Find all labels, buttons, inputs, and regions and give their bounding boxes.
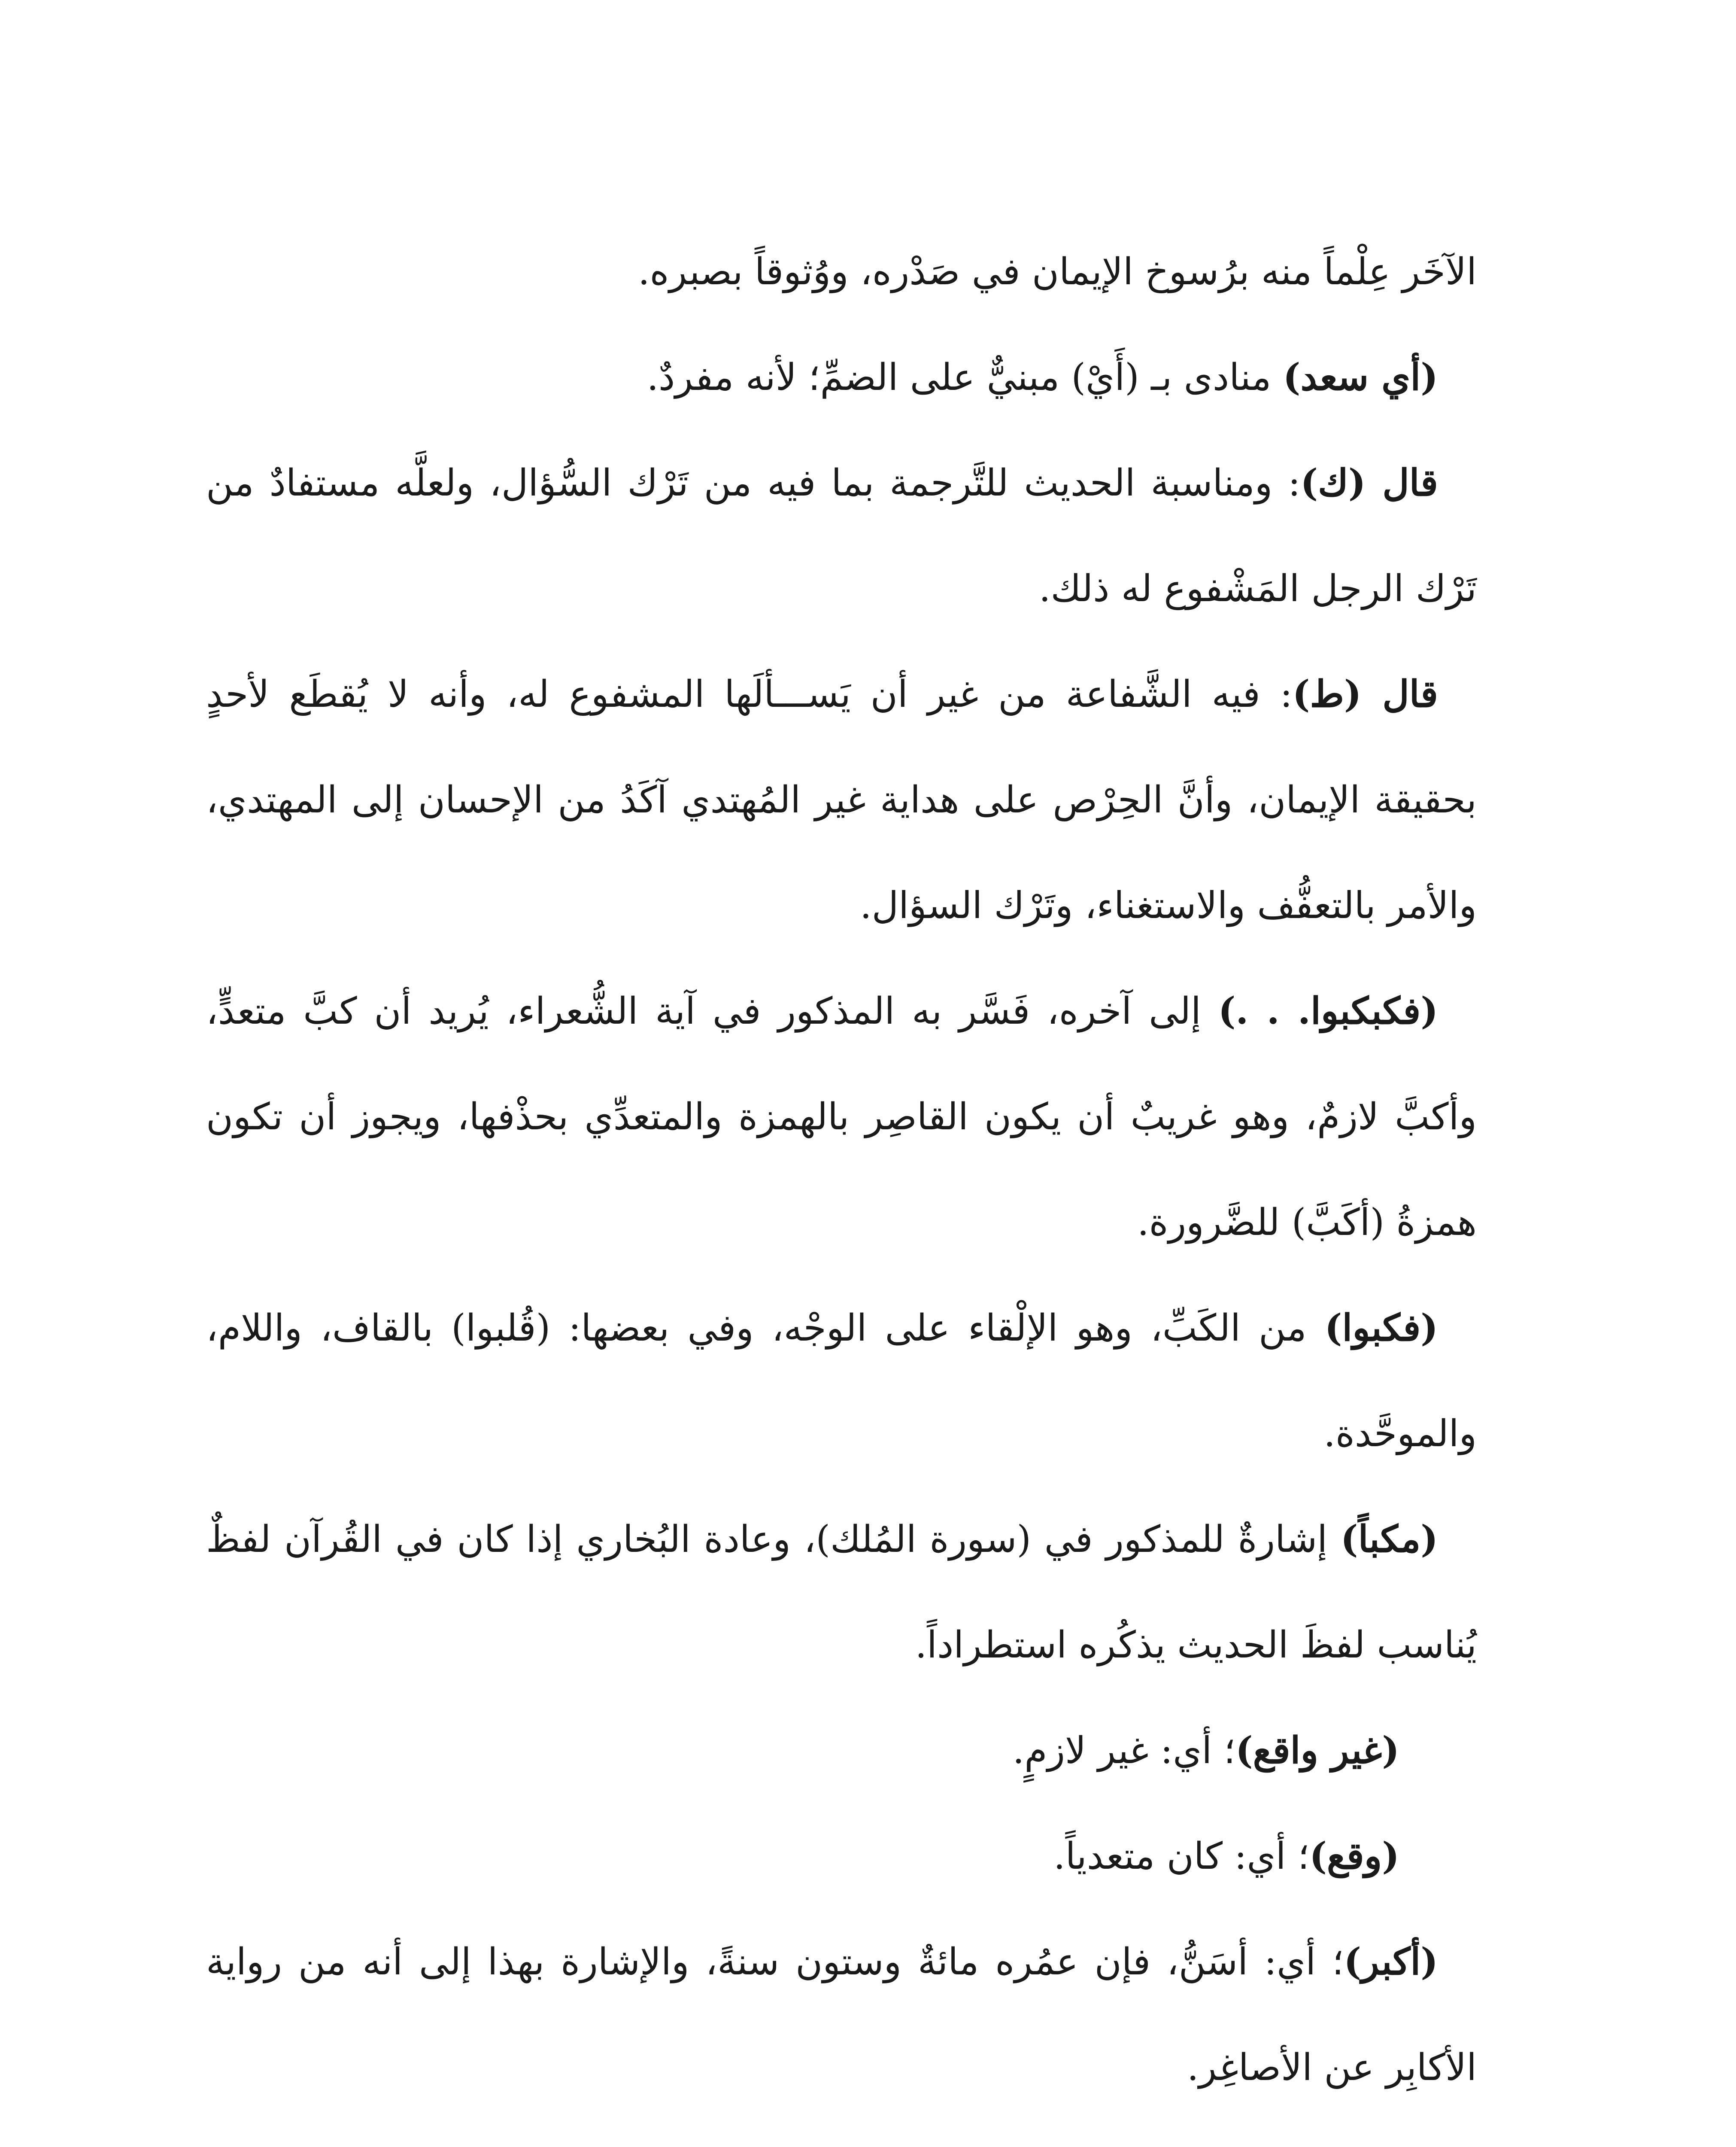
paragraph-9 bbox=[206, 1803, 1477, 1909]
paragraph-5-text: إلى آخره، فَسَّر به المذكور في آية الشُّعراء، يُريد أن كبَّ متعدٍّ، وأكبَّ لازمٌ، وهو غريبٌ أن يكون القاصِر بالهمزة والمتعدِّي بحذْفها، ويجوز أن تكون همزةُ (أكَبَّ) للضَّرورة. bbox=[206, 990, 1477, 1244]
paragraph-4 bbox=[206, 642, 1477, 958]
paragraph-9-lead: (وقع) bbox=[1309, 1834, 1399, 1878]
paragraph-8-lead: (غير واقع) bbox=[1235, 1729, 1399, 1772]
paragraph-8 bbox=[206, 1698, 1477, 1803]
paragraph-4-text: : فيه الشَّفاعة من غير أن يَســـألَها المشفوع له، وأنه لا يُقطَع لأحدٍ بحقيقة الإيمان، وأنَّ الحِرْص على هداية غير المُهتدي آكَدُ من الإحسان إلى المهتدي، والأمر بالتعفُّف والاستغناء، وتَرْك السؤال. bbox=[206, 673, 1477, 927]
paragraph-3-lead: قال (ك) bbox=[1300, 461, 1438, 505]
paragraph-6-lead: (فكبوا) bbox=[1324, 1306, 1438, 1350]
paragraph-7-lead: (مكباً) bbox=[1340, 1517, 1438, 1561]
paragraph-1 bbox=[206, 219, 1477, 325]
paragraph-10 bbox=[206, 1909, 1477, 2120]
paragraph-6-text: من الكَبِّ، وهو الإلْقاء على الوجْه، وفي بعضها: (قُلبوا) بالقاف، واللام، والموحَّدة. bbox=[206, 1307, 1477, 1455]
paragraph-2-lead: (أي سعد) bbox=[1283, 356, 1438, 399]
paragraph-3 bbox=[206, 430, 1477, 642]
paragraph-10-text: ؛ أي: أسَنُّ، فإن عمُره مائةٌ وستون سنةً، والإشارة بهذا إلى أنه من رواية الأكابِر عن الأصاغِر. bbox=[206, 1940, 1477, 2089]
paragraph-8-text: ؛ أي: غير لازمٍ. bbox=[1012, 1729, 1235, 1772]
paragraph-10-lead: (أكبر) bbox=[1344, 1940, 1438, 1983]
paragraph-3-text: : ومناسبة الحديث للتَّرجمة بما فيه من تَرْك السُّؤال، ولعلَّه مستفادٌ من تَرْك الرجل المَشْفوع له ذلك. bbox=[206, 462, 1477, 610]
paragraph-7-text: إشارةٌ للمذكور في (سورة المُلك)، وعادة البُخاري إذا كان في القُرآن لفظٌ يُناسب لفظَ الحديث يذكُره استطراداً. bbox=[206, 1518, 1477, 1667]
paragraph-1-text: الآخَر عِلْماً منه برُسوخ الإيمان في صَدْره، ووُثوقاً بصبره. bbox=[638, 250, 1477, 293]
paragraph-7 bbox=[206, 1487, 1477, 1698]
page-body-text bbox=[206, 219, 1477, 2120]
paragraph-2-text: منادى بـ (أَيْ) مبنيٌّ على الضمِّ؛ لأنه مفردٌ. bbox=[646, 356, 1283, 399]
paragraph-4-lead: قال (ط) bbox=[1292, 672, 1438, 716]
paragraph-5-lead: (فكبكبوا. . .) bbox=[1218, 989, 1439, 1033]
paragraph-9-text: ؛ أي: كان متعدياً. bbox=[1053, 1835, 1310, 1878]
paragraph-5 bbox=[206, 958, 1477, 1275]
paragraph-6 bbox=[206, 1275, 1477, 1487]
paragraph-2 bbox=[206, 325, 1477, 430]
